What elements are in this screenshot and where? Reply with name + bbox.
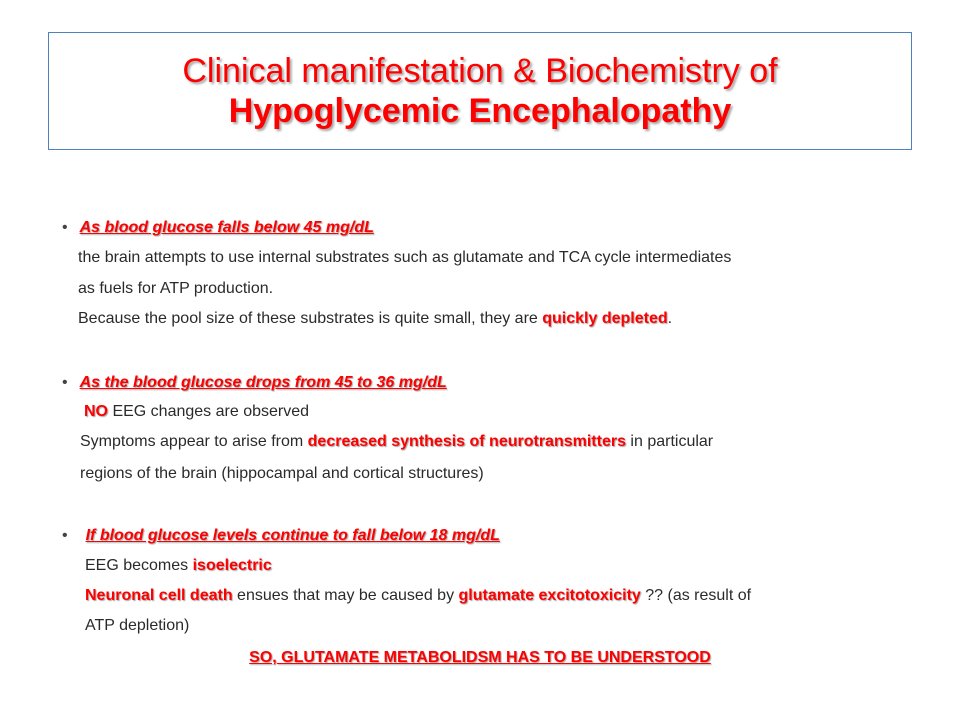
section-3-line-1 — [85, 556, 272, 576]
section-3-line-2-post: ?? (as result of — [640, 587, 752, 604]
bullet-icon: • — [62, 219, 68, 236]
quickly-depleted-text: quickly depleted — [542, 310, 668, 327]
section-3-line-2-mid: ensues that may be caused by — [232, 587, 459, 604]
section-3-line-3: ATP depletion) — [85, 617, 190, 634]
section-3-heading: If blood glucose levels continue to fall below 18 mg/dL — [85, 527, 500, 544]
section-1-line-1: the brain attempts to use internal substrates such as glutamate and TCA cycle intermediates — [78, 249, 732, 266]
section-2-line-1-post: EEG changes are observed — [108, 403, 310, 420]
section-1-line-3-post: . — [667, 310, 673, 327]
section-2-line-2-pre: Symptoms appear to arise from — [80, 433, 308, 450]
section-1-line-2: as fuels for ATP production. — [78, 280, 274, 297]
section-2-heading-row — [62, 373, 447, 393]
conclusion-text: SO, GLUTAMATE METABOLIDSM HAS TO BE UNDERSTOOD — [249, 649, 711, 666]
title-line-1: Clinical manifestation & Biochemistry of — [182, 52, 778, 90]
section-1-line-3-pre: Because the pool size of these substrates is quite small, they are — [78, 310, 543, 327]
section-2-line-2 — [80, 432, 713, 452]
section-2-line-2-post: in particular — [625, 433, 714, 450]
section-3-line-2 — [85, 586, 751, 606]
isoelectric-text: isoelectric — [192, 557, 272, 574]
bullet-icon: • — [62, 527, 68, 544]
section-3-line-1-pre: EEG becomes — [85, 557, 193, 574]
no-text: NO — [84, 403, 108, 420]
section-1-heading-row — [62, 218, 374, 238]
section-1-line-3 — [78, 309, 672, 329]
title-line-2: Hypoglycemic Encephalopathy — [228, 92, 732, 130]
glutamate-excitotoxicity-text: glutamate excitotoxicity — [458, 587, 641, 604]
section-2-line-3: regions of the brain (hippocampal and cortical structures) — [80, 465, 484, 482]
section-1-heading: As blood glucose falls below 45 mg/dL — [79, 219, 374, 236]
bullet-icon: • — [62, 374, 68, 391]
decreased-synthesis-text: decreased synthesis of neurotransmitters — [307, 433, 626, 450]
section-3-heading-row — [62, 526, 500, 546]
neuronal-cell-death-text: Neuronal cell death — [85, 587, 233, 604]
section-2-line-1 — [84, 402, 309, 422]
section-2-heading: As the blood glucose drops from 45 to 36 mg/dL — [79, 374, 447, 391]
